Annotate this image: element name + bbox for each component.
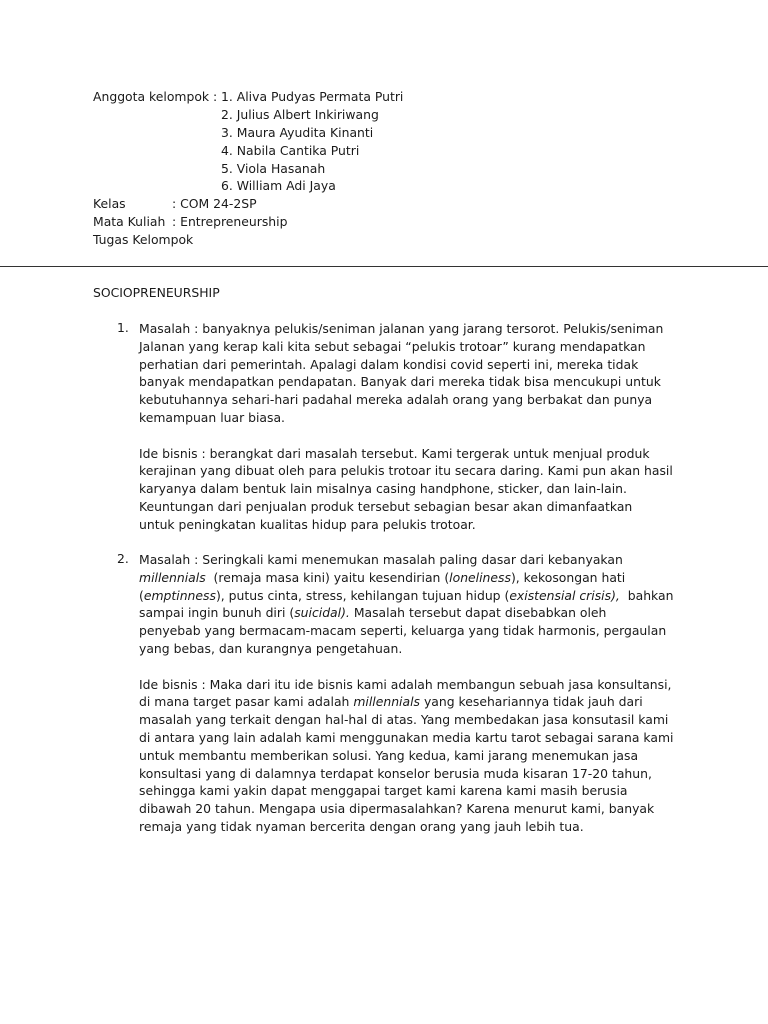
section-title: SOCIOPRENEURSHIP bbox=[93, 285, 220, 300]
masalah-line: yang bebas, dan kurangnya pengetahuan. bbox=[139, 640, 403, 656]
masalah-line: banyak mendapatkan pendapatan. Banyak dari mereka tidak bisa mencukupi untuk bbox=[139, 374, 661, 390]
tugas-label: Tugas Kelompok bbox=[93, 232, 194, 248]
ide-line: Ide bisnis : berangkat dari masalah tersebut. Kami tergerak untuk menjual produk bbox=[139, 445, 650, 461]
member-item: 6. William Adi Jaya bbox=[221, 178, 336, 194]
ide-line: masalah yang terkait dengan hal-hal di atas. Yang membedakan jasa konsutasil kami bbox=[139, 712, 669, 728]
ide-line: di antara yang lain adalah kami menggunakan media kartu tarot sebagai sarana kami bbox=[139, 729, 674, 745]
ide-line: kerajinan yang dibuat oleh para pelukis trotoar itu secara daring. Kami pun akan hasil bbox=[139, 463, 673, 479]
horizontal-divider bbox=[0, 266, 768, 267]
ide-line: untuk membantu memberikan solusi. Yang kedua, kami jarang menemukan jasa bbox=[139, 747, 639, 763]
ide-line: Ide bisnis : Maka dari itu ide bisnis kami adalah membangun sebuah jasa konsultansi, bbox=[139, 676, 672, 692]
member-item: 4. Nabila Cantika Putri bbox=[221, 142, 360, 158]
text-run: bahkan bbox=[619, 587, 674, 603]
list-number: 2. bbox=[117, 551, 129, 566]
mata-kuliah-label: Mata Kuliah bbox=[93, 214, 166, 230]
ide-line: konsultasi yang di dalamnya terdapat konselor berusia muda kisaran 17-20 tahun, bbox=[139, 765, 652, 781]
member-item: 5. Viola Hasanah bbox=[221, 160, 326, 176]
masalah-line: Masalah : Seringkali kami menemukan masalah paling dasar dari kebanyakan bbox=[139, 552, 623, 567]
paragraph-gap bbox=[139, 658, 679, 676]
masalah-line: Jalanan yang kerap kali kita sebut sebagai “pelukis trotoar” kurang mendapatkan bbox=[139, 338, 646, 354]
italic-term: existensial crisis), bbox=[509, 587, 620, 603]
ide-line: dibawah 20 tahun. Mengapa usia dipermasalahkan? Karena menurut kami, banyak bbox=[139, 801, 655, 817]
ide-line bbox=[139, 693, 679, 711]
member-item: 2. Julius Albert Inkiriwang bbox=[221, 106, 379, 122]
ide-line: sehingga kami yakin dapat menggapai target kami karena kami masih berusia bbox=[139, 783, 628, 799]
kelas-value: : COM 24-2SP bbox=[172, 196, 257, 212]
italic-term: millennials bbox=[353, 694, 420, 710]
member-item: 3. Maura Ayudita Kinanti bbox=[221, 124, 374, 140]
italic-term: loneliness bbox=[449, 569, 511, 585]
text-run: ), putus cinta, stress, kehilangan tujuan hidup ( bbox=[215, 587, 510, 603]
anggota-label: Anggota kelompok : bbox=[93, 89, 218, 104]
text-run: (remaja masa kini) yaitu kesendirian ( bbox=[205, 569, 450, 585]
ide-line: remaja yang tidak nyaman bercerita dengan orang yang jauh lebih tua. bbox=[139, 818, 584, 834]
list-number: 1. bbox=[117, 320, 129, 335]
masalah-line bbox=[139, 587, 679, 605]
masalah-line: kemampuan luar biasa. bbox=[139, 409, 286, 425]
masalah-line: penyebab yang bermacam-macam seperti, keluarga yang tidak harmonis, pergaulan bbox=[139, 623, 667, 639]
item-text bbox=[139, 551, 679, 836]
ide-line: karyanya dalam bentuk lain misalnya casing handphone, sticker, dan lain-lain. bbox=[139, 481, 627, 497]
text-run: di mana target pasar kami adalah bbox=[139, 694, 354, 710]
italic-term: suicidal). bbox=[294, 605, 350, 621]
text-run: sampai ingin bunuh diri ( bbox=[139, 605, 295, 621]
ide-line: untuk peningkatan kualitas hidup para pelukis trotoar. bbox=[139, 516, 476, 532]
member-list bbox=[221, 88, 403, 195]
italic-term: millennials bbox=[139, 569, 206, 585]
text-run: ( bbox=[139, 587, 144, 603]
text-run: Masalah tersebut dapat disebabkan oleh bbox=[349, 605, 607, 621]
masalah-line: perhatian dari pemerintah. Apalagi dalam kondisi covid seperti ini, mereka tidak bbox=[139, 356, 639, 372]
text-run: yang kesehariannya tidak jauh dari bbox=[420, 694, 643, 710]
member-item: 1. Aliva Pudyas Permata Putri bbox=[221, 89, 404, 104]
kelas-label: Kelas bbox=[93, 196, 126, 212]
ide-line: Keuntungan dari penjualan produk tersebut sebagian besar akan dimanfaatkan bbox=[139, 498, 633, 514]
italic-term: emptinness bbox=[143, 587, 216, 603]
masalah-line bbox=[139, 604, 679, 622]
paragraph-gap bbox=[139, 427, 679, 445]
mata-kuliah-value: : Entrepreneurship bbox=[172, 214, 288, 230]
masalah-line bbox=[139, 569, 679, 587]
text-run: ), kekosongan hati bbox=[510, 569, 626, 585]
masalah-line: kebutuhannya sehari-hari padahal mereka adalah orang yang berbakat dan punya bbox=[139, 392, 653, 408]
masalah-line: Masalah : banyaknya pelukis/seniman jalanan yang jarang tersorot. Pelukis/seniman bbox=[139, 321, 664, 336]
item-text bbox=[139, 320, 679, 534]
